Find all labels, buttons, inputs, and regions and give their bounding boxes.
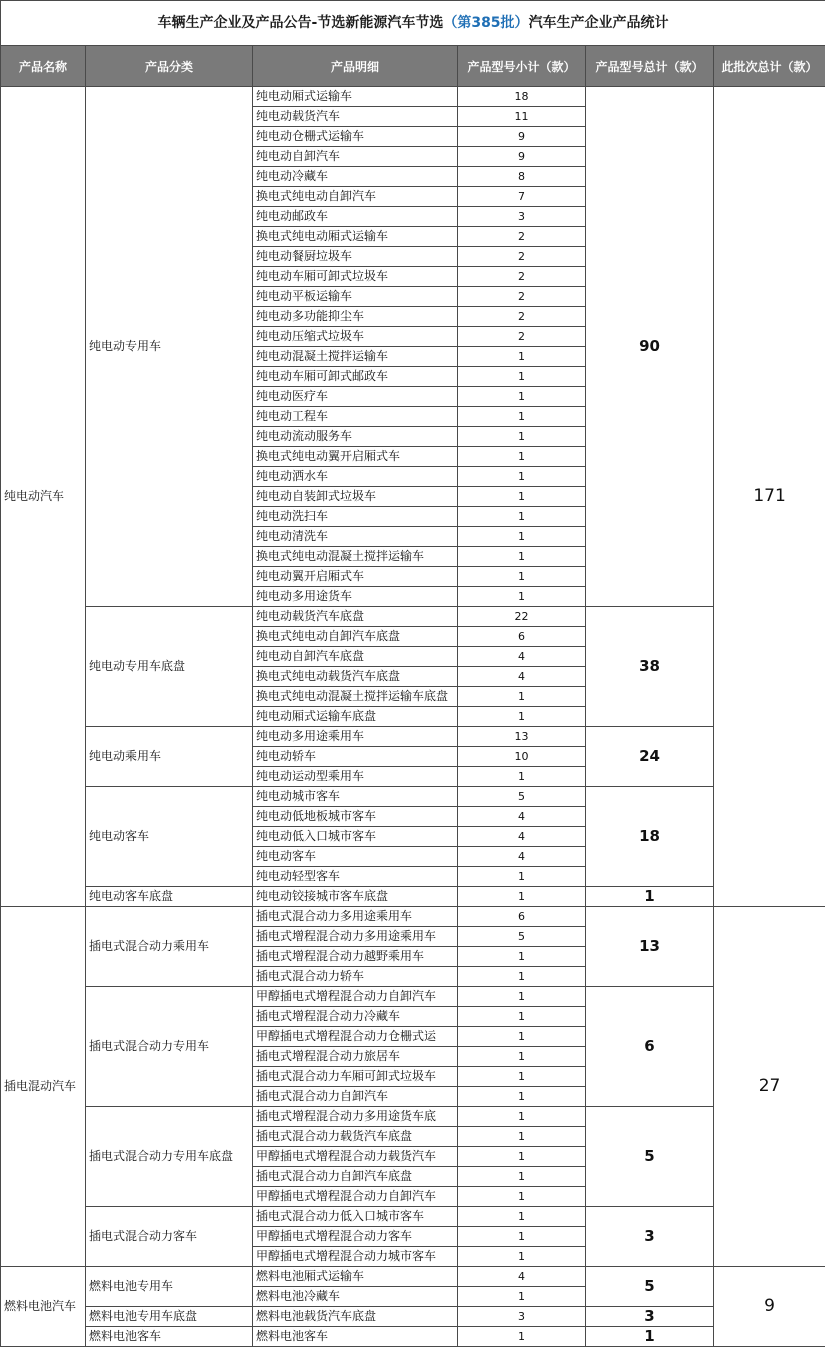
product-detail-cell: 插电式增程混合动力多用途货车底: [253, 1107, 458, 1127]
product-detail-cell: 插电式增程混合动力旅居车: [253, 1047, 458, 1067]
product-name-cell: 燃料电池汽车: [1, 1267, 86, 1347]
product-detail-cell: 纯电动多功能抑尘车: [253, 307, 458, 327]
model-subtotal-cell: 1: [458, 1107, 586, 1127]
product-detail-cell: 纯电动厢式运输车底盘: [253, 707, 458, 727]
model-total-cell: 38: [586, 607, 714, 727]
product-category-cell: 纯电动专用车: [86, 87, 253, 607]
product-detail-cell: 插电式混合动力多用途乘用车: [253, 907, 458, 927]
title-suffix: 汽车生产企业产品统计: [529, 15, 669, 31]
model-subtotal-cell: 2: [458, 307, 586, 327]
product-detail-cell: 纯电动运动型乘用车: [253, 767, 458, 787]
model-subtotal-cell: 1: [458, 1187, 586, 1207]
product-category-cell: 燃料电池专用车底盘: [86, 1307, 253, 1327]
table-row: [1, 1327, 825, 1347]
product-detail-cell: 纯电动低入口城市客车: [253, 827, 458, 847]
model-subtotal-cell: 1: [458, 1027, 586, 1047]
model-subtotal-cell: 22: [458, 607, 586, 627]
model-subtotal-cell: 5: [458, 787, 586, 807]
table-row: [1, 907, 825, 927]
product-category-cell: 燃料电池客车: [86, 1327, 253, 1347]
model-subtotal-cell: 1: [458, 587, 586, 607]
product-category-cell: 插电式混合动力乘用车: [86, 907, 253, 987]
product-category-cell: 纯电动乘用车: [86, 727, 253, 787]
product-detail-cell: 插电式混合动力车厢可卸式垃圾车: [253, 1067, 458, 1087]
batch-total-cell: 9: [714, 1267, 825, 1347]
product-detail-cell: 换电式纯电动载货汽车底盘: [253, 667, 458, 687]
page-title: [1, 1, 825, 46]
model-total-cell: 90: [586, 87, 714, 607]
model-subtotal-cell: 10: [458, 747, 586, 767]
product-detail-cell: 纯电动低地板城市客车: [253, 807, 458, 827]
model-subtotal-cell: 7: [458, 187, 586, 207]
model-subtotal-cell: 6: [458, 627, 586, 647]
product-detail-cell: 纯电动混凝土搅拌运输车: [253, 347, 458, 367]
product-detail-cell: 纯电动洒水车: [253, 467, 458, 487]
product-detail-cell: 纯电动客车: [253, 847, 458, 867]
table-row: [1, 1307, 825, 1327]
model-total-cell: 1: [586, 1327, 714, 1347]
product-detail-cell: 纯电动压缩式垃圾车: [253, 327, 458, 347]
product-detail-cell: 纯电动自卸汽车: [253, 147, 458, 167]
title-highlight: （第385批）: [443, 15, 528, 31]
product-detail-cell: 纯电动轻型客车: [253, 867, 458, 887]
model-total-cell: 3: [586, 1207, 714, 1267]
title-prefix: 车辆生产企业及产品公告-节选新能源汽车节选: [158, 15, 444, 31]
product-detail-cell: 燃料电池厢式运输车: [253, 1267, 458, 1287]
product-category-cell: 插电式混合动力客车: [86, 1207, 253, 1267]
table-row: [1, 987, 825, 1007]
product-detail-cell: 甲醇插电式增程混合动力载货汽车: [253, 1147, 458, 1167]
model-total-cell: 5: [586, 1107, 714, 1207]
product-category-cell: 插电式混合动力专用车底盘: [86, 1107, 253, 1207]
model-subtotal-cell: 2: [458, 247, 586, 267]
product-detail-cell: 插电式混合动力自卸汽车: [253, 1087, 458, 1107]
model-subtotal-cell: 1: [458, 867, 586, 887]
model-subtotal-cell: 1: [458, 447, 586, 467]
model-subtotal-cell: 11: [458, 107, 586, 127]
model-subtotal-cell: 1: [458, 547, 586, 567]
model-subtotal-cell: 2: [458, 287, 586, 307]
table-row: [1, 1207, 825, 1227]
product-detail-cell: 纯电动轿车: [253, 747, 458, 767]
model-subtotal-cell: 1: [458, 467, 586, 487]
header-batch-total: 此批次总计（款）: [714, 46, 825, 87]
product-detail-cell: 纯电动铰接城市客车底盘: [253, 887, 458, 907]
table-row: [1, 787, 825, 807]
product-detail-cell: 换电式纯电动混凝土搅拌运输车底盘: [253, 687, 458, 707]
product-detail-cell: 纯电动厢式运输车: [253, 87, 458, 107]
product-detail-cell: 换电式纯电动自卸汽车: [253, 187, 458, 207]
model-subtotal-cell: 1: [458, 427, 586, 447]
batch-total-cell: 27: [714, 907, 825, 1267]
model-subtotal-cell: 4: [458, 647, 586, 667]
product-detail-cell: 换电式纯电动翼开启厢式车: [253, 447, 458, 467]
table-row: [1, 1107, 825, 1127]
table-row: [1, 887, 825, 907]
product-category-cell: 纯电动专用车底盘: [86, 607, 253, 727]
product-detail-cell: 插电式混合动力轿车: [253, 967, 458, 987]
product-detail-cell: 换电式纯电动自卸汽车底盘: [253, 627, 458, 647]
table-body: [1, 87, 825, 1347]
product-name-cell: 纯电动汽车: [1, 87, 86, 907]
product-detail-cell: 纯电动清洗车: [253, 527, 458, 547]
model-subtotal-cell: 13: [458, 727, 586, 747]
product-detail-cell: 甲醇插电式增程混合动力自卸汽车: [253, 1187, 458, 1207]
product-detail-cell: 换电式纯电动厢式运输车: [253, 227, 458, 247]
product-detail-cell: 插电式混合动力自卸汽车底盘: [253, 1167, 458, 1187]
model-subtotal-cell: 9: [458, 127, 586, 147]
model-subtotal-cell: 4: [458, 1267, 586, 1287]
model-subtotal-cell: 1: [458, 887, 586, 907]
product-detail-cell: 插电式增程混合动力多用途乘用车: [253, 927, 458, 947]
product-detail-cell: 甲醇插电式增程混合动力客车: [253, 1227, 458, 1247]
model-total-cell: 13: [586, 907, 714, 987]
model-subtotal-cell: 6: [458, 907, 586, 927]
product-detail-cell: 纯电动洗扫车: [253, 507, 458, 527]
model-total-cell: 1: [586, 887, 714, 907]
model-total-cell: 6: [586, 987, 714, 1107]
model-total-cell: 24: [586, 727, 714, 787]
product-detail-cell: 纯电动流动服务车: [253, 427, 458, 447]
product-detail-cell: 燃料电池冷藏车: [253, 1287, 458, 1307]
product-detail-cell: 换电式纯电动混凝土搅拌运输车: [253, 547, 458, 567]
model-subtotal-cell: 1: [458, 1247, 586, 1267]
product-detail-cell: 插电式混合动力低入口城市客车: [253, 1207, 458, 1227]
model-subtotal-cell: 4: [458, 807, 586, 827]
model-subtotal-cell: 1: [458, 687, 586, 707]
model-subtotal-cell: 1: [458, 947, 586, 967]
product-category-cell: 纯电动客车: [86, 787, 253, 887]
product-detail-cell: 纯电动多用途乘用车: [253, 727, 458, 747]
model-subtotal-cell: 8: [458, 167, 586, 187]
product-detail-cell: 插电式混合动力载货汽车底盘: [253, 1127, 458, 1147]
product-detail-cell: 纯电动载货汽车: [253, 107, 458, 127]
model-subtotal-cell: 4: [458, 827, 586, 847]
model-subtotal-cell: 1: [458, 487, 586, 507]
product-detail-cell: 纯电动车厢可卸式邮政车: [253, 367, 458, 387]
table-row: [1, 1267, 825, 1287]
model-subtotal-cell: 3: [458, 1307, 586, 1327]
model-subtotal-cell: 1: [458, 1287, 586, 1307]
product-category-cell: 燃料电池专用车: [86, 1267, 253, 1307]
product-detail-cell: 纯电动自卸汽车底盘: [253, 647, 458, 667]
model-total-cell: 18: [586, 787, 714, 887]
product-detail-cell: 纯电动车厢可卸式垃圾车: [253, 267, 458, 287]
product-name-cell: 插电混动汽车: [1, 907, 86, 1267]
model-subtotal-cell: 1: [458, 1147, 586, 1167]
model-subtotal-cell: 9: [458, 147, 586, 167]
model-subtotal-cell: 1: [458, 347, 586, 367]
model-subtotal-cell: 18: [458, 87, 586, 107]
product-category-cell: 纯电动客车底盘: [86, 887, 253, 907]
header-product-category: 产品分类: [86, 46, 253, 87]
product-detail-cell: 甲醇插电式增程混合动力自卸汽车: [253, 987, 458, 1007]
model-subtotal-cell: 5: [458, 927, 586, 947]
product-detail-cell: 燃料电池载货汽车底盘: [253, 1307, 458, 1327]
model-subtotal-cell: 1: [458, 367, 586, 387]
header-row: [1, 46, 825, 87]
model-subtotal-cell: 1: [458, 707, 586, 727]
model-subtotal-cell: 2: [458, 327, 586, 347]
product-detail-cell: 插电式增程混合动力冷藏车: [253, 1007, 458, 1027]
table-row: [1, 87, 825, 107]
model-subtotal-cell: 1: [458, 527, 586, 547]
header-product-detail: 产品明细: [253, 46, 458, 87]
product-detail-cell: 纯电动餐厨垃圾车: [253, 247, 458, 267]
product-detail-cell: 纯电动医疗车: [253, 387, 458, 407]
model-total-cell: 3: [586, 1307, 714, 1327]
header-model-subtotal: 产品型号小计（款）: [458, 46, 586, 87]
product-detail-cell: 纯电动工程车: [253, 407, 458, 427]
model-subtotal-cell: 4: [458, 847, 586, 867]
model-subtotal-cell: 1: [458, 507, 586, 527]
model-subtotal-cell: 1: [458, 1047, 586, 1067]
product-detail-cell: 纯电动翼开启厢式车: [253, 567, 458, 587]
model-subtotal-cell: 1: [458, 1227, 586, 1247]
model-subtotal-cell: 3: [458, 207, 586, 227]
header-model-total: 产品型号总计（款）: [586, 46, 714, 87]
header-product-name: 产品名称: [1, 46, 86, 87]
product-detail-cell: 甲醇插电式增程混合动力仓栅式运: [253, 1027, 458, 1047]
product-detail-cell: 燃料电池客车: [253, 1327, 458, 1347]
product-detail-cell: 插电式增程混合动力越野乘用车: [253, 947, 458, 967]
model-subtotal-cell: 2: [458, 267, 586, 287]
model-subtotal-cell: 1: [458, 1127, 586, 1147]
model-subtotal-cell: 1: [458, 767, 586, 787]
model-subtotal-cell: 4: [458, 667, 586, 687]
model-subtotal-cell: 1: [458, 1207, 586, 1227]
model-subtotal-cell: 1: [458, 967, 586, 987]
model-subtotal-cell: 1: [458, 1167, 586, 1187]
table-row: [1, 607, 825, 627]
product-detail-cell: 甲醇插电式增程混合动力城市客车: [253, 1247, 458, 1267]
product-detail-cell: 纯电动冷藏车: [253, 167, 458, 187]
product-detail-cell: 纯电动邮政车: [253, 207, 458, 227]
model-subtotal-cell: 1: [458, 567, 586, 587]
product-detail-cell: 纯电动城市客车: [253, 787, 458, 807]
model-subtotal-cell: 1: [458, 987, 586, 1007]
batch-total-cell: 171: [714, 87, 825, 907]
model-subtotal-cell: 1: [458, 1087, 586, 1107]
model-subtotal-cell: 1: [458, 407, 586, 427]
product-detail-cell: 纯电动自装卸式垃圾车: [253, 487, 458, 507]
model-subtotal-cell: 1: [458, 1067, 586, 1087]
product-detail-cell: 纯电动仓栅式运输车: [253, 127, 458, 147]
model-subtotal-cell: 1: [458, 1007, 586, 1027]
product-detail-cell: 纯电动平板运输车: [253, 287, 458, 307]
model-total-cell: 5: [586, 1267, 714, 1307]
product-detail-cell: 纯电动载货汽车底盘: [253, 607, 458, 627]
product-category-cell: 插电式混合动力专用车: [86, 987, 253, 1107]
product-detail-cell: 纯电动多用途货车: [253, 587, 458, 607]
table-row: [1, 727, 825, 747]
model-subtotal-cell: 1: [458, 1327, 586, 1347]
model-subtotal-cell: 2: [458, 227, 586, 247]
model-subtotal-cell: 1: [458, 387, 586, 407]
